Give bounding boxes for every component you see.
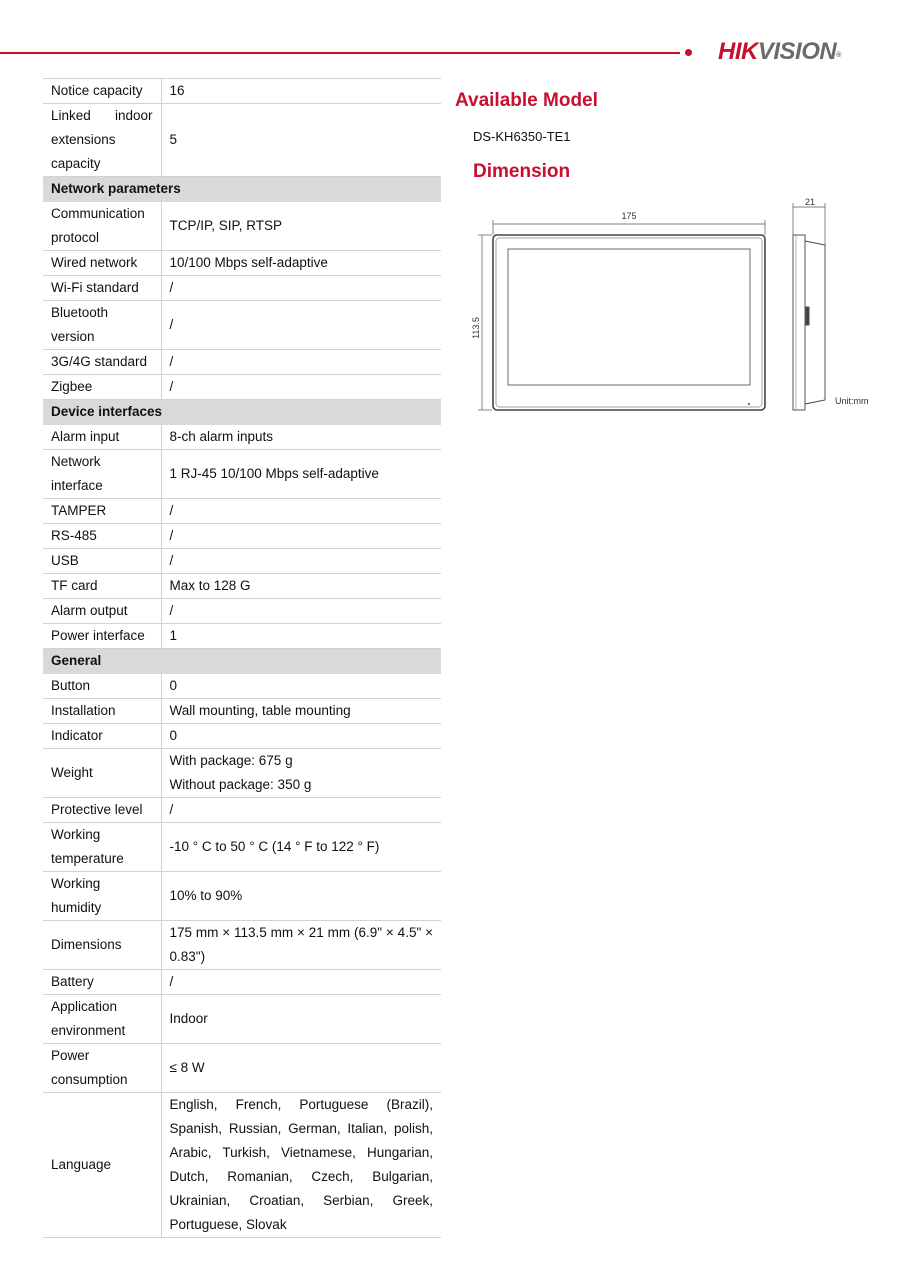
header-rule xyxy=(0,52,680,54)
section-header-row xyxy=(43,649,441,674)
section-title: Device interfaces xyxy=(43,400,441,425)
spec-value xyxy=(161,524,441,549)
spec-row xyxy=(43,251,441,276)
spec-value xyxy=(161,1093,441,1238)
width-label: 175 xyxy=(621,211,637,221)
spec-label: Application environment xyxy=(43,995,161,1044)
spec-value xyxy=(161,970,441,995)
front-view xyxy=(493,235,765,410)
spec-row xyxy=(43,749,441,798)
spec-label: Power consumption xyxy=(43,1044,161,1093)
width-dimension xyxy=(493,220,765,235)
spec-value xyxy=(161,79,441,104)
spec-row xyxy=(43,970,441,995)
spec-value xyxy=(161,251,441,276)
section-title: Network parameters xyxy=(43,177,441,202)
spec-table xyxy=(43,78,441,1238)
spec-label: Installation xyxy=(43,699,161,724)
spec-label: Weight xyxy=(43,749,161,798)
spec-row xyxy=(43,104,441,177)
spec-value xyxy=(161,921,441,970)
spec-value-line: 0 xyxy=(169,678,178,693)
header-dot xyxy=(685,49,692,56)
spec-value-line: English, French, Portuguese (Brazil), Spanish, Russian, German, Italian, polish, Arabic, Turkish, Vietnamese, Hungarian, Dutch, Romanian, Czech, Bulgarian, Ukrainian, Croatian, Serbian, Greek, Portuguese, Slovak xyxy=(169,1097,433,1232)
spec-label: Network interface xyxy=(43,450,161,499)
spec-label: Notice capacity xyxy=(43,79,161,104)
spec-label: Indicator xyxy=(43,724,161,749)
spec-label: Dimensions xyxy=(43,921,161,970)
spec-value-line: / xyxy=(169,528,174,543)
spec-value-line: ≤ 8 W xyxy=(169,1060,205,1075)
spec-row xyxy=(43,499,441,524)
spec-label: Wi-Fi standard xyxy=(43,276,161,301)
spec-value-line: / xyxy=(169,354,174,369)
spec-value-line: Without package: 350 g xyxy=(169,777,312,792)
spec-row xyxy=(43,425,441,450)
spec-value xyxy=(161,425,441,450)
spec-label: Wired network xyxy=(43,251,161,276)
spec-value-line: With package: 675 g xyxy=(169,753,293,768)
spec-value-line: 175 mm × 113.5 mm × 21 mm (6.9" × 4.5" × 0.83") xyxy=(169,925,433,964)
section-header-row xyxy=(43,400,441,425)
indicator-dot xyxy=(748,403,750,405)
spec-value xyxy=(161,674,441,699)
spec-label: Power interface xyxy=(43,624,161,649)
dimension-heading: Dimension xyxy=(473,161,571,182)
spec-row xyxy=(43,1093,441,1238)
spec-value-line: 16 xyxy=(169,83,185,98)
spec-value-line: 10% to 90% xyxy=(169,888,243,903)
height-label: 113.5 xyxy=(471,317,481,339)
spec-row xyxy=(43,798,441,823)
spec-value xyxy=(161,699,441,724)
spec-row xyxy=(43,549,441,574)
spec-value xyxy=(161,872,441,921)
spec-row xyxy=(43,524,441,549)
depth-dimension xyxy=(793,203,825,245)
spec-value-line: / xyxy=(169,974,174,989)
spec-value-line: 10/100 Mbps self-adaptive xyxy=(169,255,328,270)
spec-value xyxy=(161,276,441,301)
spec-label: Bluetooth version xyxy=(43,301,161,350)
spec-value-line: -10 ° C to 50 ° C (14 ° F to 122 ° F) xyxy=(169,839,380,854)
spec-row xyxy=(43,450,441,499)
spec-value-line: / xyxy=(169,317,174,332)
spec-label: Alarm input xyxy=(43,425,161,450)
spec-label: Working temperature xyxy=(43,823,161,872)
spec-value-line: 5 xyxy=(169,132,178,147)
spec-label: Button xyxy=(43,674,161,699)
spec-row xyxy=(43,276,441,301)
spec-label: Linked indoor extensions capacity xyxy=(43,104,161,177)
spec-value xyxy=(161,995,441,1044)
spec-value-line: / xyxy=(169,280,174,295)
spec-value-line: 0 xyxy=(169,728,178,743)
spec-label: Working humidity xyxy=(43,872,161,921)
spec-value xyxy=(161,1044,441,1093)
spec-value xyxy=(161,301,441,350)
spec-label: Alarm output xyxy=(43,599,161,624)
depth-label: 21 xyxy=(804,197,816,207)
available-model-heading: Available Model xyxy=(455,90,598,111)
spec-value xyxy=(161,624,441,649)
spec-value-line: / xyxy=(169,503,174,518)
spec-value-line: Indoor xyxy=(169,1011,208,1026)
spec-label: Protective level xyxy=(43,798,161,823)
spec-row xyxy=(43,350,441,375)
spec-value-line: / xyxy=(169,802,174,817)
spec-value xyxy=(161,724,441,749)
spec-value xyxy=(161,749,441,798)
spec-value xyxy=(161,350,441,375)
spec-row xyxy=(43,674,441,699)
spec-label: RS-485 xyxy=(43,524,161,549)
spec-row xyxy=(43,574,441,599)
spec-value xyxy=(161,450,441,499)
spec-value-line: 1 xyxy=(169,628,178,643)
section-header-row xyxy=(43,177,441,202)
spec-value-line: Max to 128 G xyxy=(169,578,251,593)
spec-label: TF card xyxy=(43,574,161,599)
spec-value xyxy=(161,202,441,251)
spec-value xyxy=(161,599,441,624)
spec-row xyxy=(43,375,441,400)
side-view xyxy=(793,235,825,410)
spec-value xyxy=(161,798,441,823)
spec-row xyxy=(43,995,441,1044)
spec-row xyxy=(43,79,441,104)
spec-label: Battery xyxy=(43,970,161,995)
spec-row xyxy=(43,1044,441,1093)
spec-label: 3G/4G standard xyxy=(43,350,161,375)
spec-value xyxy=(161,104,441,177)
spec-label: Communication protocol xyxy=(43,202,161,251)
dimension-drawing xyxy=(470,195,880,415)
spec-row xyxy=(43,202,441,251)
spec-label: USB xyxy=(43,549,161,574)
spec-value-line: / xyxy=(169,379,174,394)
spec-label: Zigbee xyxy=(43,375,161,400)
hikvision-logo: HIKVISION® xyxy=(718,38,841,65)
unit-label: Unit:mm xyxy=(835,396,869,406)
spec-row xyxy=(43,599,441,624)
spec-label: TAMPER xyxy=(43,499,161,524)
spec-value xyxy=(161,375,441,400)
spec-row xyxy=(43,624,441,649)
spec-row xyxy=(43,823,441,872)
spec-value-line: 1 RJ-45 10/100 Mbps self-adaptive xyxy=(169,466,379,481)
spec-value xyxy=(161,549,441,574)
spec-row xyxy=(43,699,441,724)
spec-value xyxy=(161,574,441,599)
spec-row xyxy=(43,301,441,350)
spec-row xyxy=(43,921,441,970)
spec-label: Language xyxy=(43,1093,161,1238)
spec-value-line: / xyxy=(169,553,174,568)
spec-row xyxy=(43,872,441,921)
spec-value xyxy=(161,499,441,524)
spec-value xyxy=(161,823,441,872)
model-number: DS-KH6350-TE1 xyxy=(473,129,571,144)
spec-value-line: TCP/IP, SIP, RTSP xyxy=(169,218,283,233)
spec-value-line: 8-ch alarm inputs xyxy=(169,429,274,444)
spec-row xyxy=(43,724,441,749)
spec-value-line: / xyxy=(169,603,174,618)
section-title: General xyxy=(43,649,441,674)
spec-value-line: Wall mounting, table mounting xyxy=(169,703,351,718)
